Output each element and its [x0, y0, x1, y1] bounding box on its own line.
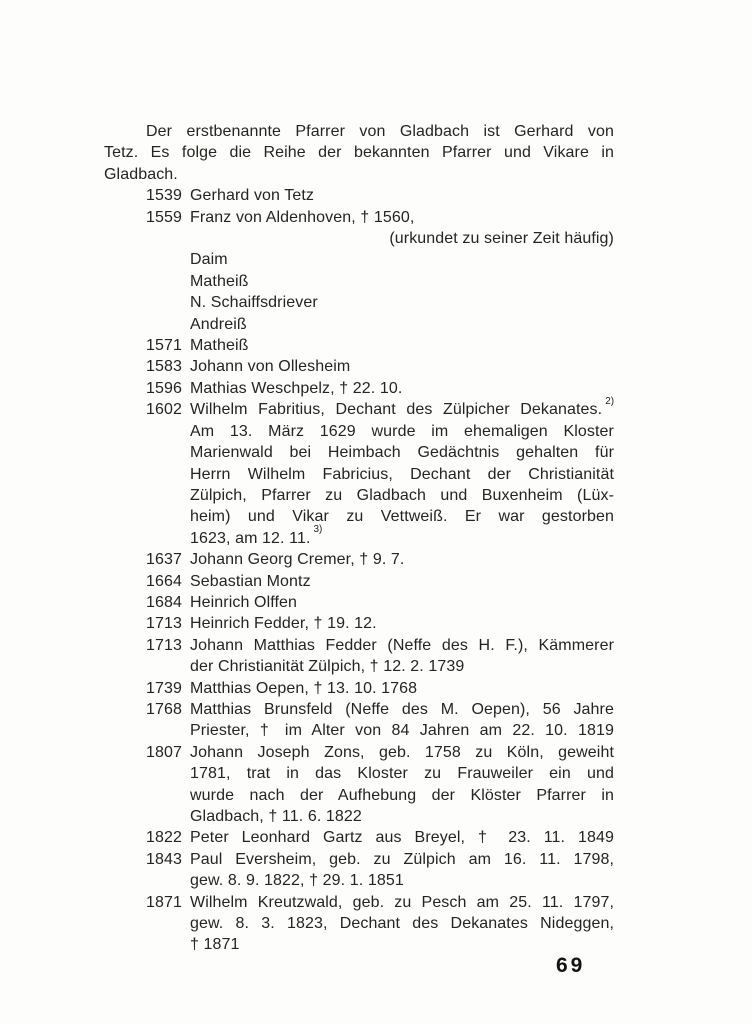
text-line [104, 592, 614, 613]
entry-year: 1807 [146, 743, 182, 761]
entry-year: 1559 [146, 208, 182, 226]
line-text: der Christianität Zülpich, † 12. 2. 1739 [190, 658, 465, 676]
line-text: Zülpich, Pfarrer zu Gladbach und Buxenheim (Lüx- [190, 486, 614, 504]
text-line [104, 523, 614, 549]
line-text: Johann Georg Cremer, † 9. 7. [190, 551, 405, 569]
footnote-marker: 2) [605, 395, 614, 407]
line-text: N. Schaiffsdriever [190, 294, 318, 312]
text-line [104, 314, 614, 335]
text-line [104, 228, 614, 249]
line-text: Gerhard von Tetz [190, 187, 315, 205]
text-line [104, 442, 614, 463]
text-line [104, 421, 614, 442]
entry-year: 1583 [146, 358, 182, 376]
line-text: Johann Joseph Zons, geb. 1758 zu Köln, geweiht [190, 743, 614, 761]
text-line [104, 806, 614, 827]
line-text: Der erstbenannte Pfarrer von Gladbach ist Gerhard von [146, 123, 614, 140]
line-text: Andreiß [190, 315, 247, 333]
text-line [104, 613, 614, 634]
line-text: Am 13. März 1629 wurde im ehemaligen Kloster [190, 422, 614, 440]
line-text: 1781, trat in das Kloster zu Frauweiler ein und [190, 765, 614, 783]
text-line [104, 763, 614, 784]
line-text: Heinrich Olffen [190, 593, 298, 611]
text-line [104, 571, 614, 592]
line-text: Priester, † im Alter von 84 Jahren am 22. 10. 1819 [190, 722, 614, 740]
line-text: Heinrich Fedder, † 19. 12. [190, 615, 377, 633]
entry-year: 1684 [146, 593, 182, 611]
text-line [104, 827, 614, 848]
entry-year: 1637 [146, 551, 182, 569]
text-line [104, 207, 614, 228]
entry-year: 1596 [146, 379, 182, 397]
entry-year: 1602 [146, 401, 182, 419]
line-text: (urkundet zu seiner Zeit häufig) [389, 230, 614, 248]
text-line [104, 720, 614, 741]
line-text: Gladbach, † 11. 6. 1822 [190, 808, 362, 825]
text-line [104, 742, 614, 763]
text-line [104, 464, 614, 485]
text-line [104, 185, 614, 206]
line-text: Matheiß [190, 272, 249, 290]
entry-year: 1539 [146, 187, 182, 205]
line-text: Sebastian Montz [190, 572, 311, 590]
line-text: wurde nach der Aufhebung der Klöster Pfarrer in [190, 786, 614, 804]
text-line [104, 678, 614, 699]
entry-year: 1713 [146, 636, 182, 654]
line-text: Johann von Ollesheim [190, 358, 351, 376]
entry-year: 1739 [146, 679, 182, 697]
text-line [104, 656, 614, 677]
text-line [104, 271, 614, 292]
text-line [104, 506, 614, 527]
text-line [104, 395, 614, 420]
text-line [104, 635, 614, 656]
text-block [104, 121, 614, 956]
text-line [104, 378, 614, 399]
line-text: Wilhelm Kreutzwald, geb. zu Pesch am 25. 11. 1797, [190, 893, 614, 911]
line-text: Franz von Aldenhoven, † 1560, [190, 208, 415, 226]
line-text: 1623, am 12. 11.$^{3)}$ [190, 523, 323, 547]
entry-year: 1571 [146, 337, 182, 355]
footnote-marker: 3) [313, 523, 323, 535]
entry-year: 1871 [146, 893, 182, 911]
text-line [104, 699, 614, 720]
line-text: Gladbach. [104, 165, 178, 183]
entry-year: 1713 [146, 615, 182, 633]
line-text: Wilhelm Fabritius, Dechant des Zülpicher Dekanates.$^{2)}$ [190, 395, 614, 419]
text-line [104, 785, 614, 806]
line-text: Daim [190, 251, 228, 269]
line-text: Matthias Oepen, † 13. 10. 1768 [190, 679, 418, 697]
text-line [104, 249, 614, 270]
text-line [104, 356, 614, 377]
text-line [104, 164, 614, 185]
text-line [104, 142, 614, 163]
entry-year: 1664 [146, 572, 182, 590]
line-text: Herrn Wilhelm Fabricius, Dechant der Christianität [190, 465, 614, 483]
line-text: Johann Matthias Fedder (Neffe des H. F.), Kämmerer [190, 636, 614, 654]
entry-year: 1768 [146, 700, 182, 718]
line-text: Matthias Brunsfeld (Neffe des M. Oepen), 56 Jahre [190, 700, 614, 718]
text-line [104, 549, 614, 570]
line-text: Marienwald bei Heimbach Gedächtnis gehalten für [190, 444, 614, 462]
text-line [104, 892, 614, 913]
text-line [104, 849, 614, 870]
line-text: gew. 8. 3. 1823, Dechant des Dekanates Nideggen, [190, 915, 614, 933]
entry-year: 1822 [146, 829, 182, 847]
line-text: heim) und Vikar zu Vettweiß. Er war gestorben [190, 508, 614, 526]
text-line [104, 121, 614, 142]
line-text: gew. 8. 9. 1822, † 29. 1. 1851 [190, 872, 404, 890]
text-line [104, 335, 614, 356]
text-line [104, 870, 614, 891]
line-text: Mathias Weschpelz, † 22. 10. [190, 379, 403, 397]
text-line [104, 913, 614, 934]
text-line [104, 292, 614, 313]
text-line [104, 934, 614, 955]
line-text: Tetz. Es folge die Reihe der bekannten Pfarrer und Vikare in [104, 144, 614, 162]
entry-year: 1843 [146, 850, 182, 868]
line-text: † 1871 [190, 936, 240, 954]
line-text: Paul Eversheim, geb. zu Zülpich am 16. 11. 1798, [190, 850, 614, 868]
line-text: Peter Leonhard Gartz aus Breyel, † 23. 11. 1849 [190, 829, 614, 847]
line-text: Matheiß [190, 337, 249, 355]
page-number: 69 [556, 954, 586, 977]
text-line [104, 485, 614, 506]
